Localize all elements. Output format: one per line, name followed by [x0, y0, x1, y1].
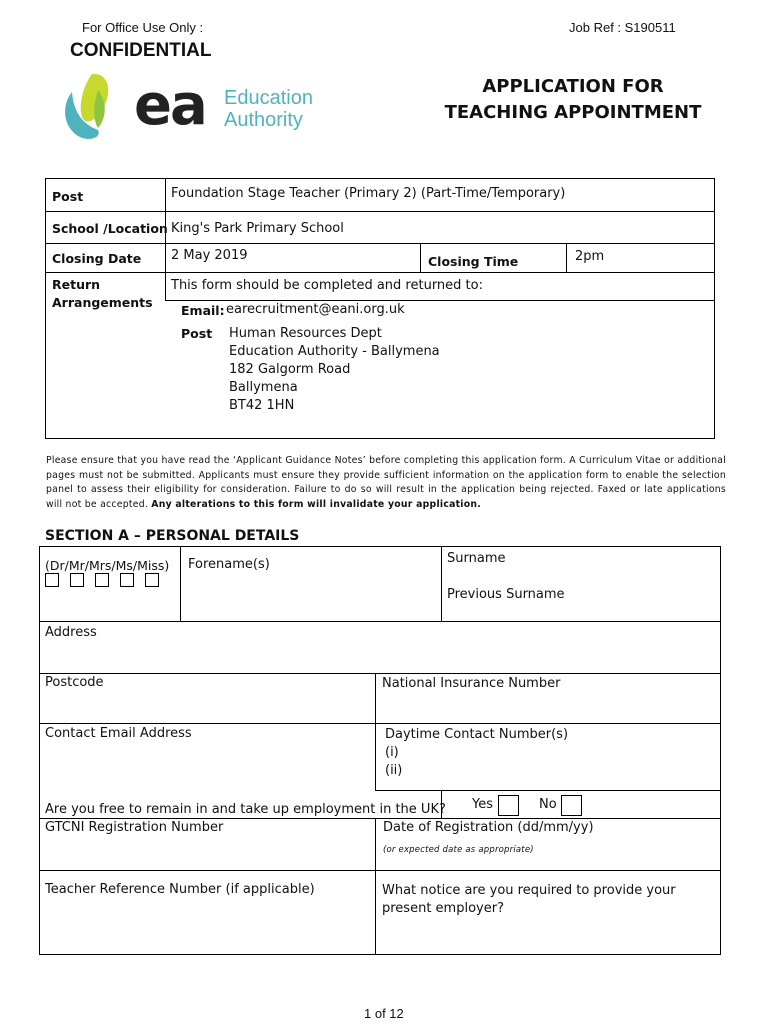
- office-use-label: For Office Use Only :: [82, 20, 204, 35]
- contact-email-label: Contact Email Address: [45, 726, 192, 741]
- daytime-number-label: Daytime Contact Number(s): [385, 727, 569, 742]
- daytime-number-block: [385, 726, 568, 780]
- postal-address: [229, 325, 440, 415]
- logo-line-1: Education: [224, 87, 313, 109]
- email-value[interactable]: earecruitment@eani.org.uk: [226, 302, 405, 317]
- yes-label: Yes: [472, 797, 493, 812]
- address-line: 182 Galgorm Road: [229, 362, 351, 377]
- notice-period-question: [382, 882, 676, 918]
- surname-label: Surname: [447, 551, 506, 566]
- form-title-line-1: APPLICATION FOR: [482, 76, 664, 97]
- registration-date-label: Date of Registration (dd/mm/yy): [383, 820, 594, 835]
- closing-date-label: Closing Date: [52, 251, 142, 266]
- page-number: 1 of 12: [364, 1006, 404, 1021]
- closing-time-value: 2pm: [575, 249, 605, 264]
- form-title: [430, 74, 716, 126]
- teacher-reference-label: Teacher Reference Number (if applicable): [45, 882, 315, 897]
- gtcni-label: GTCNI Registration Number: [45, 820, 224, 835]
- logo-leaf-icon: [58, 70, 138, 145]
- form-title-line-2: TEACHING APPOINTMENT: [444, 102, 702, 123]
- school-value: King's Park Primary School: [171, 221, 344, 236]
- title-mr-checkbox[interactable]: [70, 573, 84, 587]
- email-label: Email:: [181, 303, 225, 318]
- post-label: Post: [52, 189, 84, 204]
- closing-time-label: Closing Time: [428, 254, 519, 269]
- section-a-heading: SECTION A – PERSONAL DETAILS: [45, 528, 300, 544]
- no-checkbox[interactable]: [561, 795, 582, 816]
- confidential-label: CONFIDENTIAL: [70, 40, 212, 61]
- logo-initials: ea: [134, 73, 206, 138]
- post-value: Foundation Stage Teacher (Primary 2) (Part-Time/Temporary): [171, 186, 566, 201]
- previous-surname-label: Previous Surname: [447, 587, 565, 602]
- title-ms-checkbox[interactable]: [120, 573, 134, 587]
- yes-checkbox[interactable]: [498, 795, 519, 816]
- ni-number-label: National Insurance Number: [382, 676, 561, 691]
- school-label: School /Location: [52, 221, 168, 236]
- logo-line-2: Authority: [224, 109, 303, 131]
- daytime-number-i: (i): [385, 745, 399, 760]
- return-intro: This form should be completed and returned to:: [171, 278, 483, 293]
- address-line: Education Authority - Ballymena: [229, 344, 440, 359]
- post-address-label: Post: [181, 326, 213, 341]
- guidance-notice: [46, 454, 726, 512]
- closing-date-value: 2 May 2019: [171, 248, 248, 263]
- forename-label: Forename(s): [188, 557, 270, 572]
- job-ref: Job Ref : S190511: [569, 20, 676, 35]
- title-dr-checkbox[interactable]: [45, 573, 59, 587]
- registration-date-note: (or expected date as appropriate): [383, 845, 534, 855]
- address-line: BT42 1HN: [229, 398, 295, 413]
- postcode-label: Postcode: [45, 675, 104, 690]
- uk-employment-question: Are you free to remain in and take up employment in the UK?: [45, 802, 446, 817]
- notice-bold-text: Any alterations to this form will invalidate your application.: [151, 498, 482, 510]
- no-label: No: [539, 797, 557, 812]
- address-line: Ballymena: [229, 380, 298, 395]
- education-authority-logo: [58, 70, 338, 145]
- return-label-1: Return: [52, 277, 101, 292]
- notice-question-line-1: What notice are you required to provide your: [382, 883, 676, 898]
- notice-text: Please ensure that you have read the ‘Applicant Guidance Notes’ before completing this application form. A Curriculum Vitae or additional pages must not be submitted. Applicants must ensure they provide sufficient information on the application form to enable the selection panel to assess their eligibility for consideration. Failure to do so will result in the application being rejected. Faxed or late applications will not be accepted.: [46, 455, 726, 510]
- title-miss-checkbox[interactable]: [145, 573, 159, 587]
- address-line: Human Resources Dept: [229, 326, 382, 341]
- title-mrs-checkbox[interactable]: [95, 573, 109, 587]
- return-label-2: Arrangements: [52, 295, 153, 310]
- title-options-label: (Dr/Mr/Mrs/Ms/Miss): [45, 558, 170, 573]
- address-label: Address: [45, 625, 97, 640]
- daytime-number-ii: (ii): [385, 763, 403, 778]
- notice-question-line-2: present employer?: [382, 901, 504, 916]
